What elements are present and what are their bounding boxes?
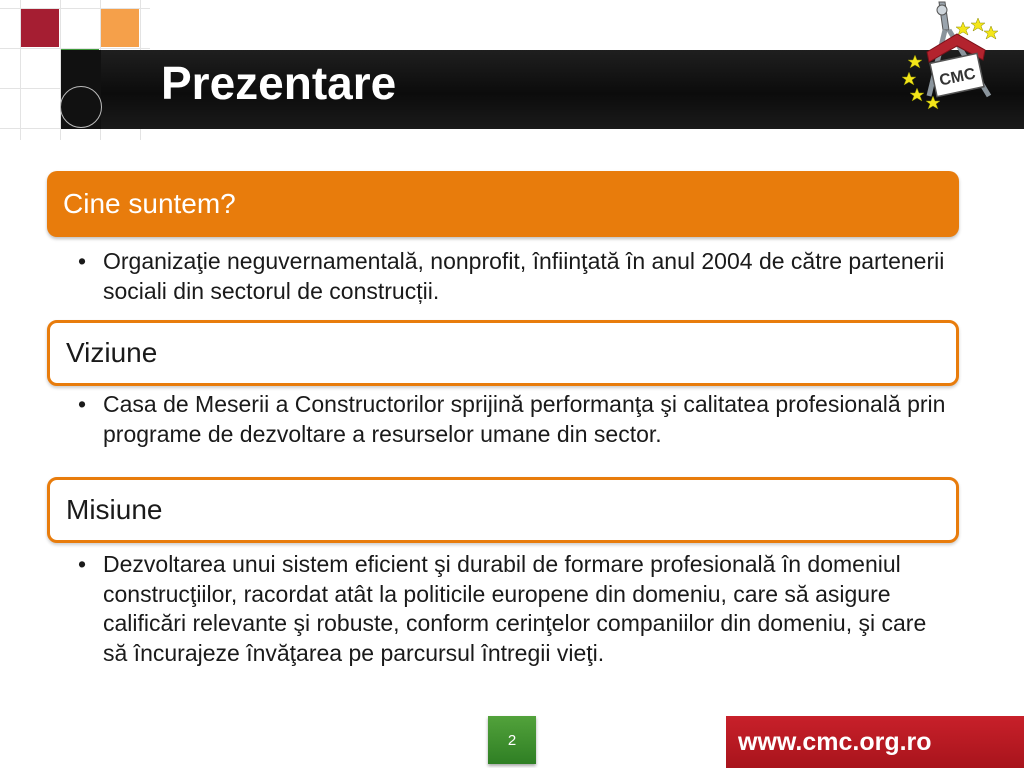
star-icon bbox=[984, 26, 998, 39]
section-heading: Viziune bbox=[66, 337, 158, 368]
decorative-circle bbox=[60, 86, 102, 128]
star-icon bbox=[956, 22, 970, 35]
bullet-dot: • bbox=[78, 248, 87, 274]
page-title: Prezentare bbox=[161, 57, 397, 109]
section-heading: Cine suntem? bbox=[63, 188, 236, 219]
star-icon bbox=[926, 96, 940, 109]
bullet-dot: • bbox=[78, 551, 87, 577]
cmc-logo bbox=[893, 0, 1003, 116]
bullet-dot: • bbox=[78, 391, 87, 417]
decorative-square-red bbox=[21, 9, 59, 47]
star-icon bbox=[908, 55, 922, 68]
section-header-viziune bbox=[47, 320, 959, 386]
bullet-item bbox=[78, 550, 948, 668]
section-header-misiune bbox=[47, 477, 959, 543]
star-icon bbox=[910, 88, 924, 101]
bullet-text: Dezvoltarea unui sistem eficient şi durabil de formare profesională în domeniul construcţiilor, racordat atât la politicile europene din domeniu, care să asigure calificări relevante şi robuste, conform cerinţelor companiilor din domeniu, şi care să încurajeze învăţarea pe parcursul întregii vieţi. bbox=[103, 551, 927, 666]
bullet-text: Casa de Meserii a Constructorilor sprijină performanţa şi calitatea profesională prin programe de dezvoltare a resurselor umane din sector. bbox=[103, 391, 946, 447]
section-heading: Misiune bbox=[66, 494, 163, 525]
bullet-text: Organizaţie neguvernamentală, nonprofit, înfiinţată în anul 2004 de către partenerii sociali din sectorul de construcții. bbox=[103, 248, 945, 304]
page-number: 2 bbox=[488, 716, 536, 764]
bullet-item bbox=[78, 390, 948, 449]
star-icon bbox=[902, 72, 916, 85]
decorative-square-orange bbox=[101, 9, 139, 47]
bullet-item bbox=[78, 247, 948, 306]
svg-text:CMC: CMC bbox=[937, 65, 978, 90]
section-header-cine-suntem bbox=[47, 171, 959, 237]
footer-url[interactable] bbox=[726, 716, 1024, 768]
footer-url-text: www.cmc.org.ro bbox=[738, 727, 932, 756]
star-icon bbox=[971, 18, 985, 31]
